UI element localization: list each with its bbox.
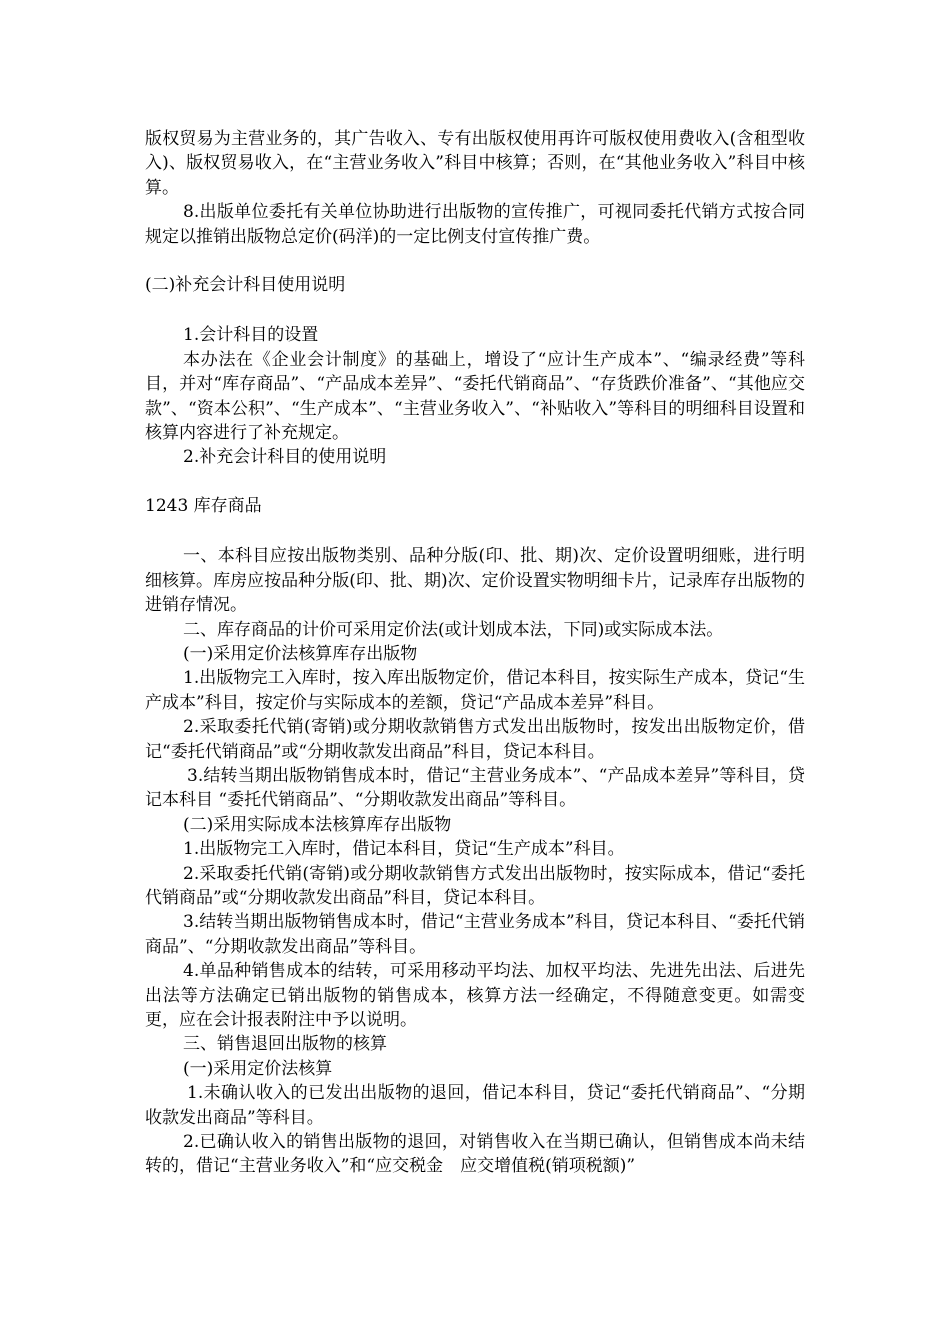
paragraph: 1.出版物完工入库时，借记本科目，贷记“生产成本”科目。 [183,839,625,860]
paragraph: 2.补充会计科目的使用说明 [183,447,387,468]
paragraph: 二、库存商品的计价可采用定价法(或计划成本法，下同)或实际成本法。 [183,619,724,640]
account-heading: 1243 库存商品 [145,495,262,516]
paragraph: 三、销售退回出版物的核算 [183,1034,387,1055]
paragraph: 3.结转当期出版物销售成本时，借记“主营业务成本”科目，贷记本科目、“委托代销商品”、“分期收款发出商品”等科目。 [145,912,805,957]
paragraph: 2.已确认收入的销售出版物的退回，对销售收入在当期已确认，但销售成本尚未结转的，借记“主营业务收入”和“应交税金 应交增值税(销项税额)” [145,1132,805,1177]
paragraph: 4.单品种销售成本的结转，可采用移动平均法、加权平均法、先进先出法、后进先出法等方法确定已销出版物的销售成本，核算方法一经确定，不得随意变更。如需变更，应在会计报表附注中予以说明。 [145,961,805,1030]
paragraph: (一)采用定价法核算库存出版物 [183,643,418,664]
paragraph: 版权贸易为主营业务的，其广告收入、专有出版权使用再许可版权使用费收入(含租型收入)、版权贸易收入，在“主营业务收入”科目中核算；否则，在“其他业务收入”科目中核算。 [145,129,805,198]
paragraph: 本办法在《企业会计制度》的基础上，增设了“应计生产成本”、“编录经费”等科目，并对“库存商品”、“产品成本差异”、“委托代销商品”、“存货跌价准备”、“其他应交款”、“资本公积”、“生产成本”、“主营业务收入”、“补贴收入”等科目的明细科目设置和核算内容进行了补充规定。 [145,349,805,444]
paragraph: 1.未确认收入的已发出出版物的退回，借记本科目，贷记“委托代销商品”、“分期收款发出商品”等科目。 [145,1083,805,1128]
document-page [145,127,805,1179]
paragraph: 1.会计科目的设置 [183,325,319,346]
paragraph: 1.出版物完工入库时，按入库出版物定价，借记本科目，按实际生产成本，贷记“生产成本”科目，按定价与实际成本的差额，贷记“产品成本差异”科目。 [145,668,805,713]
section-heading: (二)补充会计科目使用说明 [145,275,346,296]
paragraph: 3.结转当期出版物销售成本时，借记“主营业务成本”、“产品成本差异”等科目，贷记本科目 “委托代销商品”、“分期收款发出商品”等科目。 [145,765,805,811]
paragraph: (二)采用实际成本法核算库存出版物 [183,814,452,835]
paragraph: 2.采取委托代销(寄销)或分期收款销售方式发出出版物时，按发出出版物定价，借记“委托代销商品”或“分期收款发出商品”科目，贷记本科目。 [145,717,805,762]
paragraph: 一、本科目应按出版物类别、品种分版(印、批、期)次、定价设置明细账，进行明细核算。库房应按品种分版(印、批、期)次、定价设置实物明细卡片，记录库存出版物的进销存情况。 [145,546,805,616]
paragraph: 8.出版单位委托有关单位协助进行出版物的宣传推广，可视同委托代销方式按合同规定以推销出版物总定价(码洋)的一定比例支付宣传推广费。 [145,202,805,247]
paragraph: (一)采用定价法核算 [183,1058,333,1079]
paragraph: 2.采取委托代销(寄销)或分期收款销售方式发出出版物时，按实际成本，借记“委托代销商品”或“分期收款发出商品”科目，贷记本科目。 [145,863,805,908]
